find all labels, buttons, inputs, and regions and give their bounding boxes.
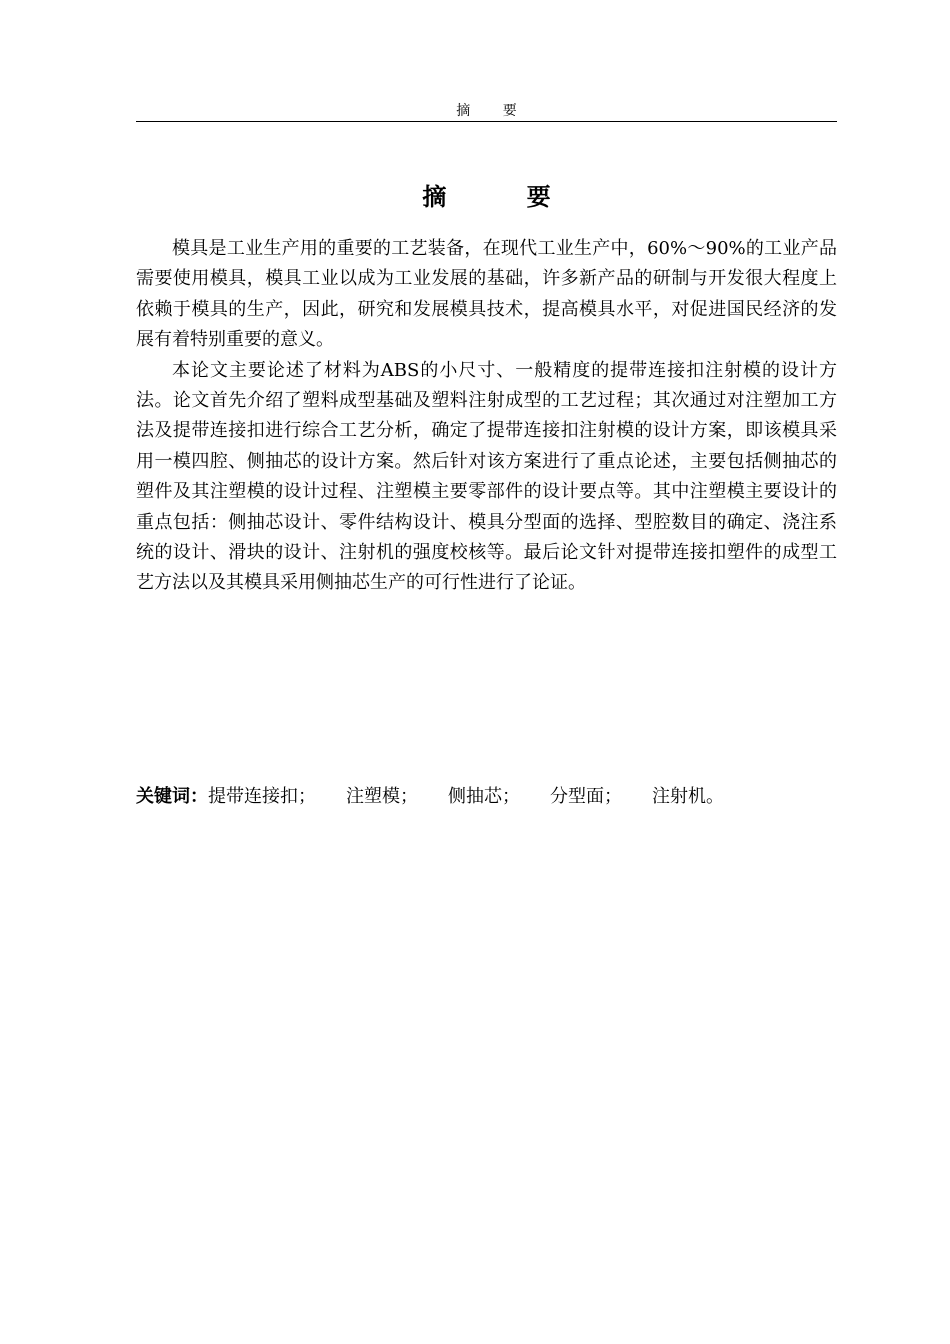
keyword-item: 提带连接扣； (208, 786, 316, 807)
header-rule (136, 121, 837, 122)
running-header: 摘 要 (456, 103, 531, 119)
abstract-title: 摘 要 (422, 182, 587, 211)
paragraph-2: 本论文主要论述了材料为ABS的小尺寸、一般精度的提带连接扣注射模的设计方法。论文首先介绍了塑料成型基础及塑料注射成型的工艺过程；其次通过对注塑加工方法及提带连接扣进行综合工艺分析，确定了提带连接扣注射模的设计方案，即该模具采用一模四腔、侧抽芯的设计方案。然后针对该方案进行了重点论述，主要包括侧抽芯的塑件及其注塑模的设计过程、注塑模主要零部件的设计要点等。其中注塑模主要设计的重点包括：侧抽芯设计、零件结构设计、模具分型面的选择、型腔数目的确定、浇注系统的设计、滑块的设计、注射机的强度校核等。最后论文针对提带连接扣塑件的成型工艺方法以及其模具采用侧抽芯生产的可行性进行了论证。 (136, 359, 837, 594)
keyword-item: 注射机。 (652, 786, 724, 807)
keyword-item: 侧抽芯； (448, 786, 520, 807)
keyword-item: 注塑模； (346, 786, 418, 807)
abstract-body (136, 234, 837, 599)
keywords-label: 关键词： (136, 786, 208, 807)
paragraph-1: 模具是工业生产用的重要的工艺装备，在现代工业生产中，60%～90%的工业产品需要使用模具，模具工业以成为工业发展的基础，许多新产品的研制与开发很大程度上依赖于模具的生产，因此，研究和发展模具技术，提高模具水平，对促进国民经济的发展有着特别重要的意义。 (136, 238, 837, 351)
keywords-line (136, 783, 837, 811)
keyword-item: 分型面； (550, 786, 622, 807)
